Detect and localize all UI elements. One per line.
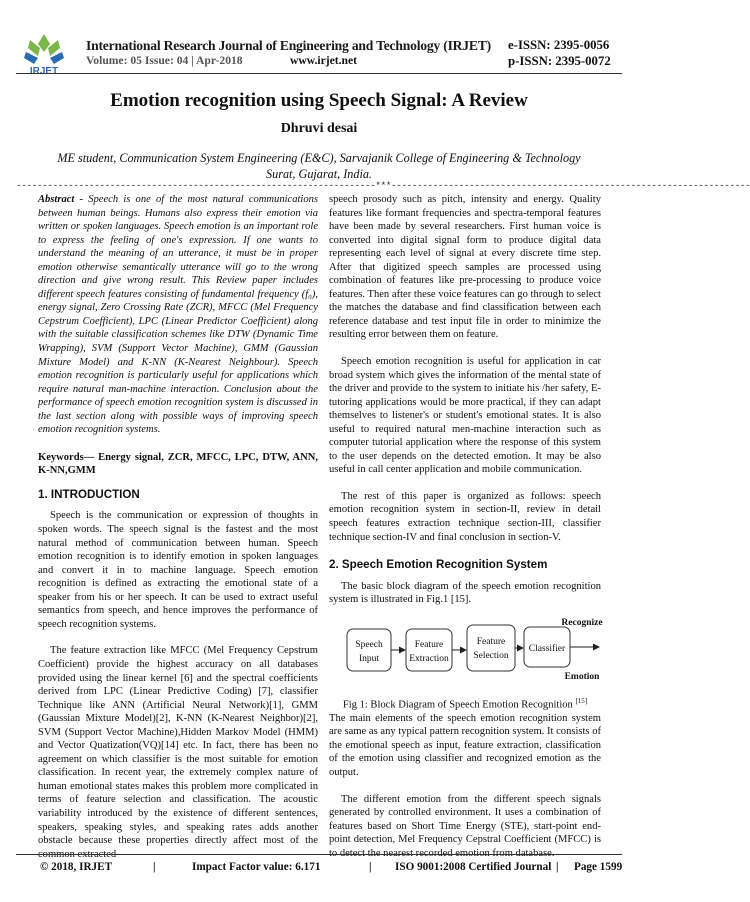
author-affiliation — [30, 150, 608, 182]
output-emotion-label: Emotion — [564, 671, 600, 682]
output-recognize-label: Recognize — [561, 617, 603, 628]
header-rule — [16, 73, 622, 74]
section-2-heading: 2. Speech Emotion Recognition System — [329, 558, 548, 572]
logo-text: IRJET — [29, 66, 59, 77]
footer-impact-factor: Impact Factor value: 6.171 — [192, 861, 321, 873]
right-column — [329, 193, 601, 860]
block-diagram-figure — [329, 611, 601, 693]
block-feature-extraction — [406, 629, 452, 671]
volume-issue: Volume: 05 Issue: 04 | Apr-2018 — [86, 54, 243, 67]
block-feature-selection — [467, 625, 515, 671]
block-diagram — [329, 611, 601, 693]
block-speech-input-label-2: Input — [358, 653, 380, 664]
block-feature-extraction-label-2: Extraction — [409, 653, 449, 664]
journal-logo — [20, 30, 68, 76]
journal-website[interactable]: www.irjet.net — [290, 54, 357, 67]
block-classifier-label: Classifier — [528, 643, 566, 654]
intro-paragraph-1: Speech is the communication or expression of thoughts in spoken words. The speech signal is the fastest and the most natural method of communication between human. Speech emotion recognition is to identify emotion in spoken languages and convert it in to machine language. Speech emotion recognition is defined as extracting the emotional state of a speaker from his or her speech. It can be used to extract useful semantics from speech, and hence improves the performance of speech recognition systems. — [38, 510, 318, 630]
section-2-paragraph-3: The different emotion from the different speech signals generated by controlled environment. It uses a combination of features based on Short Time Energy (STE), start-point end-point detection, Mel Frequency Cepstral Coefficient (MFCC) is to detect the nearest recorded emotion from database. — [329, 793, 601, 859]
block-speech-input-label-1: Speech — [355, 639, 383, 650]
journal-name: International Research Journal of Engineering and Technology (IRJET) — [86, 38, 491, 53]
keywords: Keywords— Energy signal, ZCR, MFCC, LPC, DTW, ANN, K-NN,GMM — [38, 451, 318, 477]
section-2-paragraph-2: The main elements of the speech emotion recognition system are same as any typical pattern recognition system. It consists of the emotional speech as input, feature extraction, classification of the emotion using classifier and recognized emotion as the output. — [329, 712, 601, 779]
block-feature-selection-label-2: Selection — [473, 650, 509, 661]
e-issn: e-ISSN: 2395-0056 — [508, 38, 610, 52]
footer-page-number: Page 1599 — [574, 861, 623, 873]
intro-paragraph-2-continued: speech prosody such as pitch, intensity and energy. Quality features like formant frequencies and spectra-temporal features have been made by several researchers. First human voice is converted into digital signal form to produce digital data representing each level of signal at every discrete time step. After that digitized speech samples are processed using combination of features like pre-processing to produce voice features. Then after these voice features can go through to select the matches the database and find classification between each reference database and test input file in order to minimize the resulting error between them on feature. — [329, 194, 601, 341]
affiliation-line-2: Surat, Gujarat, India. — [266, 167, 372, 181]
footer-iso: ISO 9001:2008 Certified Journal — [395, 861, 552, 873]
title-separator: ---------------------------------------------------------------------***--------------------------------------------------------------------- — [16, 180, 750, 191]
intro-paragraph-2: The feature extraction like MFCC (Mel Frequency Cepstrum Coefficient) provide the highest accuracy on all databases provided using the linear kernel [6] and the spectral coefficients derived from LPC (Linear Predictive Coding) [7], classifier Technique like ANN (Artificial Neural Network)[1], GMM (Gaussian Mixture Model)[2], K-NN (K-Nearest Neighbor)[2], SVM (Support Vector Machine),Hidden Markov Model (HMM) and Vector Quatization(VQ)[14] etc. In fact, there has been no agreement on which classifier is the most suitable for emotion classification. In recent year, the extremely complex nature of human emotional states makes this problem more complicated in terms of feature selection and classification. The acoustic variability introduced by the existence of different sentences, speakers, speaking styles, and speaking rates adds another obstacle because these properties directly affect most of the common extracted — [38, 645, 318, 860]
footer-separator-3: | — [556, 861, 559, 873]
footer-copyright: © 2018, IRJET — [40, 861, 113, 873]
block-feature-selection-label-1: Feature — [476, 636, 506, 647]
p-issn: p-ISSN: 2395-0072 — [508, 54, 611, 68]
figure-caption — [329, 695, 601, 712]
footer-separator-2: | — [369, 861, 372, 873]
affiliation-line-1: ME student, Communication System Engineering (E&C), Sarvajanik College of Engineering & Technology — [57, 151, 581, 165]
footer-separator-1: | — [153, 861, 156, 873]
footer-rule — [16, 854, 622, 855]
figure-caption-text: Fig 1: Block Diagram of Speech Emotion Recognition — [342, 699, 573, 711]
abstract-text: Speech is one of the most natural communications between human beings. Humans also express their emotion via written or spoken languages. Speech emotion is an important role to express the feeling of one's expression. If one wants to understand the meaning of an utterance, it must be in proper emotion otherwise semantically utterance will go to the wrong direction and give wrong result. This Review paper includes different speech features consisting of fundamental frequency (f₀), energy signal, Zero Crossing Rate (ZCR), MFCC (Mel Frequency Cepstrum Coefficient), LPC (Linear Predictor Coefficient) along with the suitable classification schemes like DTW (Dynamic Time Wrapping), SVM (Support Vector Machine), GMM (Gaussian Mixture Model) and K-NN (K-Nearest Neighbour). Speech emotion recognition is particularly useful for applications which require natural man-machine interaction. Conclusion about the performance of speech emotion recognition system is discussed in the last section along with possible ways of improving speech emotion recognition systems. — [38, 194, 318, 436]
left-column — [38, 193, 318, 861]
block-speech-input — [347, 629, 391, 671]
figure-caption-ref: [15] — [575, 696, 588, 705]
intro-paragraph-4: The rest of this paper is organized as follows: speech emotion recognition system in section-II, review in detail speech features extraction technique section-III, classifier technique section-IV and final conclusion in section-V. — [329, 490, 601, 543]
block-feature-extraction-label-1: Feature — [414, 639, 444, 650]
paper-author: Dhruvi desai — [280, 121, 358, 136]
paper-title: Emotion recognition using Speech Signal: A Review — [110, 90, 528, 111]
section-2-paragraph-1: The basic block diagram of the speech emotion recognition system is illustrated in Fig.1 [15]. — [329, 580, 601, 606]
intro-paragraph-3: Speech emotion recognition is useful for application in car broad system which gives the information of the mental state of the driver and provide to the system to initiate his /her safety, E-tutoring applications would be more practical, if they can adapt themselves to listener's or student's emotional states. It is also useful to required natural men-machine interaction such as computer tutorial application where the response of this system to the user depends on the detected emotion. It may be also useful in call center application and mobile communication. — [329, 356, 601, 476]
abstract — [38, 193, 318, 437]
section-1-heading: 1. INTRODUCTION — [38, 487, 140, 501]
abstract-label: Abstract - — [38, 194, 84, 205]
